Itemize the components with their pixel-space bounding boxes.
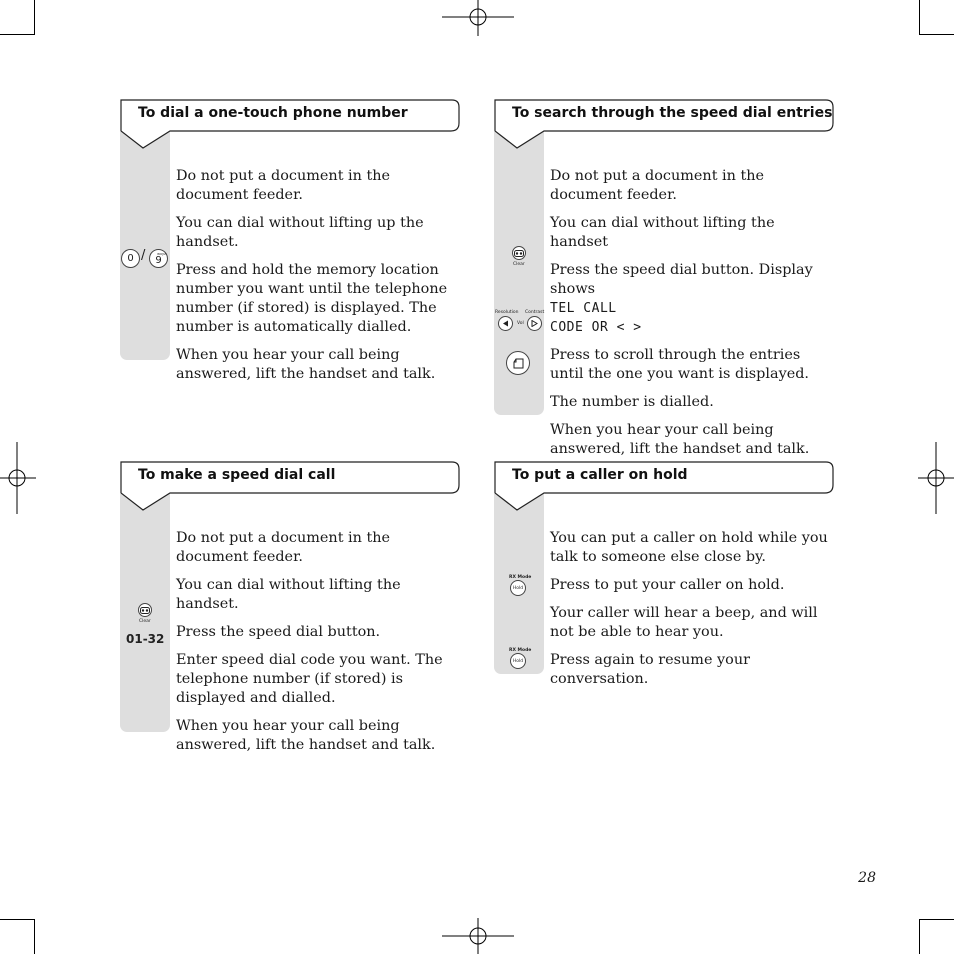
hold-button-label: Hold bbox=[512, 585, 524, 591]
step-text: Enter speed dial code you want. The telephone number (if stored) is displayed and dialled. bbox=[176, 652, 443, 706]
section-header bbox=[120, 99, 460, 133]
section-search-speed-dial bbox=[494, 99, 834, 457]
step-text: You can dial without lifting the handset. bbox=[176, 577, 401, 612]
section-body bbox=[550, 529, 836, 698]
right-arrow-icon bbox=[531, 320, 538, 327]
step-text bbox=[550, 261, 836, 337]
section-header bbox=[494, 461, 834, 495]
step-text: Press to put your caller on hold. bbox=[550, 577, 785, 593]
crop-mark bbox=[919, 919, 920, 954]
clear-label: Clear bbox=[139, 619, 151, 624]
scroll-left-button-icon bbox=[498, 316, 513, 331]
step-text: Do not put a document in the document feeder. bbox=[176, 530, 391, 565]
contrast-label: Contrast bbox=[525, 310, 545, 315]
section-header bbox=[120, 461, 460, 495]
rx-mode-label: RX Mode bbox=[509, 575, 532, 580]
section-header bbox=[494, 99, 834, 133]
key-0-label: 0 bbox=[127, 253, 134, 264]
speed-dial-code-range: 01-32 bbox=[126, 632, 165, 646]
key-separator: / bbox=[141, 248, 146, 263]
clear-label: Clear bbox=[513, 262, 525, 267]
crop-mark bbox=[34, 919, 35, 954]
crop-mark bbox=[0, 34, 35, 35]
key-9-label: 9 bbox=[155, 255, 162, 266]
step-text: Press to scroll through the entries until the one you want is displayed. bbox=[550, 347, 810, 382]
registration-mark-top bbox=[442, 0, 514, 36]
registration-mark-left bbox=[0, 442, 36, 514]
resolution-label: Resolution bbox=[495, 310, 519, 315]
section-title: To search through the speed dial entries bbox=[512, 105, 833, 121]
speed-dial-glyph-icon bbox=[140, 607, 150, 614]
section-title: To dial a one-touch phone number bbox=[138, 105, 408, 121]
step-text: The number is dialled. bbox=[550, 394, 714, 410]
step-text: You can put a caller on hold while you talk to someone else close by. bbox=[550, 530, 828, 565]
key-9-icon bbox=[149, 249, 168, 268]
section-one-touch-dial bbox=[120, 99, 460, 382]
crop-mark bbox=[919, 0, 920, 35]
registration-mark-right bbox=[918, 442, 954, 514]
key-9-letters: wxyz bbox=[157, 252, 166, 256]
step-text: Do not put a document in the document feeder. bbox=[176, 168, 391, 203]
registration-mark-bottom bbox=[442, 918, 514, 954]
vol-label: Vol bbox=[517, 321, 524, 326]
section-caller-hold bbox=[494, 461, 834, 687]
step-text: Press and hold the memory location number you want until the telephone number (if stored) is displayed. The number is automatically dialled. bbox=[176, 262, 448, 335]
hold-button-icon bbox=[510, 653, 526, 669]
crop-mark bbox=[919, 919, 954, 920]
speed-dial-button-icon bbox=[138, 603, 152, 617]
key-0-icon bbox=[121, 249, 140, 268]
display-line-2: CODE OR < > bbox=[550, 320, 642, 335]
document-start-icon bbox=[513, 358, 524, 369]
crop-mark bbox=[919, 34, 954, 35]
speed-dial-glyph-icon bbox=[514, 250, 524, 257]
section-title: To make a speed dial call bbox=[138, 467, 336, 483]
step-text: Your caller will hear a beep, and will not be able to hear you. bbox=[550, 605, 818, 640]
section-body bbox=[550, 167, 836, 468]
step-text: Press again to resume your conversation. bbox=[550, 652, 750, 687]
start-button-icon bbox=[506, 351, 530, 375]
hold-button-icon bbox=[510, 580, 526, 596]
scroll-right-button-icon bbox=[527, 316, 542, 331]
hold-button-label: Hold bbox=[512, 658, 524, 664]
section-title: To put a caller on hold bbox=[512, 467, 688, 483]
speed-dial-button-icon bbox=[512, 246, 526, 260]
step-text: When you hear your call being answered, lift the handset and talk. bbox=[550, 422, 810, 457]
step-text: When you hear your call being answered, lift the handset and talk. bbox=[176, 718, 436, 753]
left-arrow-icon bbox=[502, 320, 509, 327]
page-number: 28 bbox=[858, 870, 876, 886]
section-body bbox=[176, 529, 462, 764]
sidebar-bar bbox=[120, 132, 170, 360]
step-text: When you hear your call being answered, lift the handset and talk. bbox=[176, 347, 436, 382]
step-text: Press the speed dial button. bbox=[176, 624, 381, 640]
section-speed-dial-call bbox=[120, 461, 460, 753]
crop-mark bbox=[34, 0, 35, 35]
crop-mark bbox=[0, 919, 35, 920]
rx-mode-label: RX Mode bbox=[509, 648, 532, 653]
step-text: Do not put a document in the document feeder. bbox=[550, 168, 765, 203]
section-body bbox=[176, 167, 462, 393]
step-text: You can dial without lifting the handset bbox=[550, 215, 775, 250]
step-text: You can dial without lifting up the handset. bbox=[176, 215, 424, 250]
step-text-label: Press the speed dial button. Display shows bbox=[550, 262, 813, 297]
display-line-1: TEL CALL bbox=[550, 301, 617, 316]
